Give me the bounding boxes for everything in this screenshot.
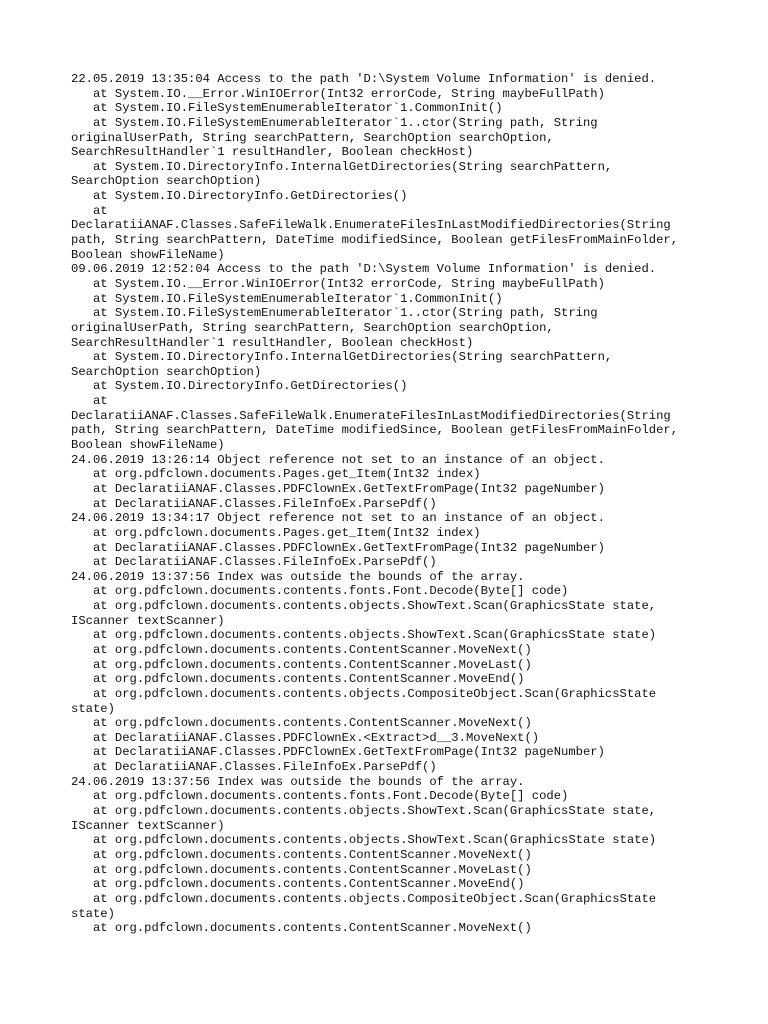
log-line: at System.IO.FileSystemEnumerableIterator`1.CommonInit() [71,101,503,116]
log-line: at org.pdfclown.documents.contents.ContentScanner.MoveLast() [71,657,532,672]
log-line: path, String searchPattern, DateTime modifiedSince, Boolean getFilesFromMainFolder, [71,233,679,248]
log-line: at org.pdfclown.documents.contents.ContentScanner.MoveNext() [71,921,532,936]
log-line: at org.pdfclown.documents.Pages.get_Item(Int32 index) [71,467,481,482]
log-line: IScanner textScanner) [71,818,225,833]
log-line: at org.pdfclown.documents.contents.objects.ShowText.Scan(GraphicsState state) [71,628,657,643]
log-line: state) [71,906,115,921]
log-line: 24.06.2019 13:37:56 Index was outside the bounds of the array. [71,569,525,584]
log-line: at DeclaratiiANAF.Classes.FileInfoEx.ParsePdf() [71,760,437,775]
log-line: 24.06.2019 13:34:17 Object reference not set to an instance of an object. [71,511,605,526]
log-line: at System.IO.DirectoryInfo.InternalGetDirectories(String searchPattern, [71,350,613,365]
log-line: at org.pdfclown.documents.contents.objects.CompositeObject.Scan(GraphicsState [71,686,657,701]
log-line: at org.pdfclown.documents.contents.ContentScanner.MoveNext() [71,847,532,862]
log-line: at org.pdfclown.documents.contents.ContentScanner.MoveEnd() [71,672,525,687]
log-line: at System.IO.FileSystemEnumerableIterator`1.CommonInit() [71,291,503,306]
log-line: 22.05.2019 13:35:04 Access to the path 'D:\System Volume Information' is denied. [71,72,657,86]
log-line: SearchResultHandler`1 resultHandler, Boolean checkHost) [71,145,474,160]
log-line: at org.pdfclown.documents.contents.ContentScanner.MoveNext() [71,642,532,657]
log-line: at DeclaratiiANAF.Classes.FileInfoEx.ParsePdf() [71,555,437,570]
log-line: at org.pdfclown.documents.contents.ContentScanner.MoveLast() [71,862,532,877]
log-line: at DeclaratiiANAF.Classes.PDFClownEx.GetTextFromPage(Int32 pageNumber) [71,745,605,760]
log-line: at DeclaratiiANAF.Classes.PDFClownEx.<Extract>d__3.MoveNext() [71,730,540,745]
log-line: Boolean showFileName) [71,247,225,262]
log-line: 24.06.2019 13:37:56 Index was outside the bounds of the array. [71,774,525,789]
log-line: IScanner textScanner) [71,613,225,628]
log-line: SearchOption searchOption) [71,364,262,379]
log-line: SearchResultHandler`1 resultHandler, Boolean checkHost) [71,335,474,350]
log-line: at [71,394,108,409]
log-line: at org.pdfclown.documents.contents.ContentScanner.MoveEnd() [71,877,525,892]
log-line: at System.IO.DirectoryInfo.GetDirectories() [71,189,408,204]
log-line: originalUserPath, String searchPattern, SearchOption searchOption, [71,130,554,145]
log-line: at [71,203,108,218]
error-log-text [71,72,678,936]
log-line: at System.IO.FileSystemEnumerableIterator`1..ctor(String path, String [71,115,598,130]
log-line: at org.pdfclown.documents.contents.fonts.Font.Decode(Byte[] code) [71,584,569,599]
log-line: at DeclaratiiANAF.Classes.FileInfoEx.ParsePdf() [71,496,437,511]
log-line: at System.IO.__Error.WinIOError(Int32 errorCode, String maybeFullPath) [71,86,605,101]
log-line: 24.06.2019 13:26:14 Object reference not set to an instance of an object. [71,452,605,467]
log-line: Boolean showFileName) [71,438,225,453]
log-line: path, String searchPattern, DateTime modifiedSince, Boolean getFilesFromMainFolder, [71,423,679,438]
log-line: at System.IO.DirectoryInfo.InternalGetDirectories(String searchPattern, [71,159,613,174]
log-line: at org.pdfclown.documents.contents.fonts.Font.Decode(Byte[] code) [71,789,569,804]
log-line: DeclaratiiANAF.Classes.SafeFileWalk.EnumerateFilesInLastModifiedDirectories(String [71,218,671,233]
log-line: SearchOption searchOption) [71,174,262,189]
log-line: at DeclaratiiANAF.Classes.PDFClownEx.GetTextFromPage(Int32 pageNumber) [71,481,605,496]
log-line: at System.IO.DirectoryInfo.GetDirectories() [71,379,408,394]
log-line: 09.06.2019 12:52:04 Access to the path 'D:\System Volume Information' is denied. [71,262,657,277]
log-line: at org.pdfclown.documents.contents.objects.CompositeObject.Scan(GraphicsState [71,891,657,906]
log-line: at System.IO.__Error.WinIOError(Int32 errorCode, String maybeFullPath) [71,276,605,291]
log-line: state) [71,701,115,716]
log-line: at org.pdfclown.documents.contents.ContentScanner.MoveNext() [71,716,532,731]
log-line: DeclaratiiANAF.Classes.SafeFileWalk.EnumerateFilesInLastModifiedDirectories(String [71,408,671,423]
log-line: at org.pdfclown.documents.contents.objects.ShowText.Scan(GraphicsState state, [71,599,657,614]
log-line: at System.IO.FileSystemEnumerableIterator`1..ctor(String path, String [71,306,598,321]
log-line: at org.pdfclown.documents.contents.objects.ShowText.Scan(GraphicsState state) [71,833,657,848]
log-line: at DeclaratiiANAF.Classes.PDFClownEx.GetTextFromPage(Int32 pageNumber) [71,540,605,555]
log-line: originalUserPath, String searchPattern, SearchOption searchOption, [71,320,554,335]
log-line: at org.pdfclown.documents.contents.objects.ShowText.Scan(GraphicsState state, [71,804,657,819]
log-line: at org.pdfclown.documents.Pages.get_Item(Int32 index) [71,525,481,540]
